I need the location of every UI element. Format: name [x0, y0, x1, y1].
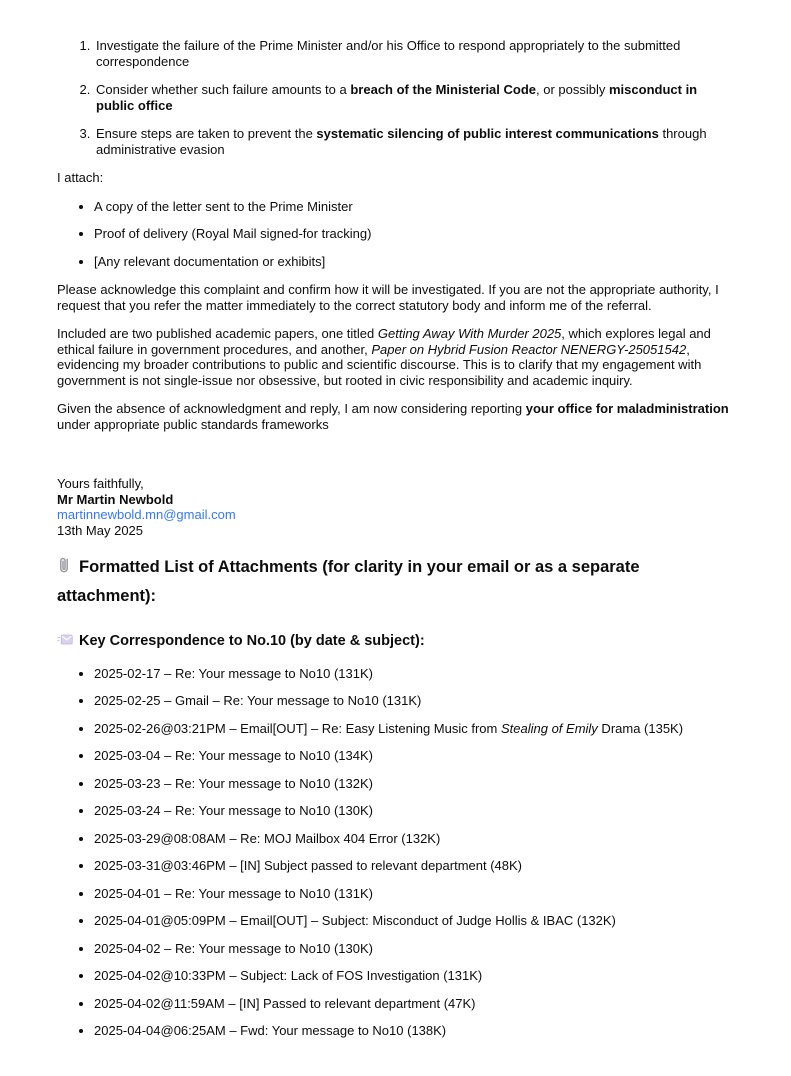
list-item: • 2025-02-26@03:21PM – Email[OUT] – Re: Easy Listening Music from Stealing of Emily Drama (135K) — [94, 721, 734, 737]
papers-paragraph: Included are two published academic papers, one titled Getting Away With Murder 2025, which explores legal and ethical failure in government procedures, and another, Paper on Hybrid Fusion Reactor NENERGY-25051542, evidencing my broader contributions to public and scientific discourse. This is to clarify that my engagement with government is not single-issue nor obsessive, but rooted in civic responsibility and academic inquiry. — [57, 326, 711, 388]
list-item: • 2025-04-01@05:09PM – Email[OUT] – Subject: Misconduct of Judge Hollis & IBAC (132K) — [94, 913, 734, 929]
list-item: 3. Ensure steps are taken to prevent the systematic silencing of public interest communications through administrative evasion — [94, 126, 734, 157]
list-item: • 2025-02-17 – Re: Your message to No10 (131K) — [94, 666, 734, 682]
list-item: • Proof of delivery (Royal Mail signed-for tracking) — [94, 226, 734, 242]
correspondence-heading-label: Key Correspondence to No.10 (by date & subject): — [79, 633, 425, 650]
list-item: • 2025-02-25 – Gmail – Re: Your message to No10 (131K) — [94, 693, 734, 709]
incoming-envelope-icon — [57, 632, 73, 652]
list-item: • A copy of the letter sent to the Prime Minister — [94, 199, 734, 215]
list-item: • 2025-03-04 – Re: Your message to No10 (134K) — [94, 748, 734, 764]
sender-name: Mr Martin Newbold — [57, 491, 174, 507]
attachments-heading — [57, 554, 734, 609]
list-item: • 2025-04-02@11:59AM – [IN] Passed to relevant department (47K) — [94, 996, 734, 1012]
list-item: • 2025-03-29@08:08AM – Re: MOJ Mailbox 404 Error (132K) — [94, 831, 734, 847]
list-item: • 2025-04-02 – Re: Your message to No10 (130K) — [94, 941, 734, 957]
demands-list — [57, 38, 734, 157]
correspondence-list — [57, 666, 734, 1039]
list-item: 1. Investigate the failure of the Prime Minister and/or his Office to respond appropriately to the submitted correspondence — [94, 38, 734, 69]
list-item: • 2025-04-04@06:25AM – Fwd: Your message to No10 (138K) — [94, 1023, 734, 1039]
signature-block — [57, 476, 734, 538]
warning-paragraph: Given the absence of acknowledgment and reply, I am now considering reporting your office for maladministration under appropriate public standards frameworks — [57, 401, 729, 432]
date-line: 13th May 2025 — [57, 522, 144, 538]
attach-intro-paragraph: I attach: — [57, 170, 104, 185]
acknowledge-paragraph: Please acknowledge this complaint and confirm how it will be investigated. If you are not the appropriate authority, I request that you refer the matter immediately to the correct statutory body and inform me of the referral. — [57, 282, 719, 313]
list-item: • 2025-04-01 – Re: Your message to No10 (131K) — [94, 886, 734, 902]
list-item: 2. Consider whether such failure amounts to a breach of the Ministerial Code, or possibly misconduct in public office — [94, 82, 734, 113]
attached-items-list — [57, 199, 734, 270]
list-item: • 2025-03-24 – Re: Your message to No10 (130K) — [94, 803, 734, 819]
list-item: • 2025-03-31@03:46PM – [IN] Subject passed to relevant department (48K) — [94, 858, 734, 874]
correspondence-heading — [57, 631, 734, 652]
paperclip-icon — [57, 556, 72, 583]
email-link[interactable]: martinnewbold.mn@gmail.com — [57, 507, 236, 522]
list-item: • 2025-03-23 – Re: Your message to No10 (132K) — [94, 776, 734, 792]
list-item: • [Any relevant documentation or exhibits] — [94, 254, 734, 270]
closing-line: Yours faithfully, — [57, 476, 144, 491]
attachments-heading-label: Formatted List of Attachments (for clarity in your email or as a separate attachment): — [57, 558, 640, 605]
list-item: • 2025-04-02@10:33PM – Subject: Lack of FOS Investigation (131K) — [94, 968, 734, 984]
